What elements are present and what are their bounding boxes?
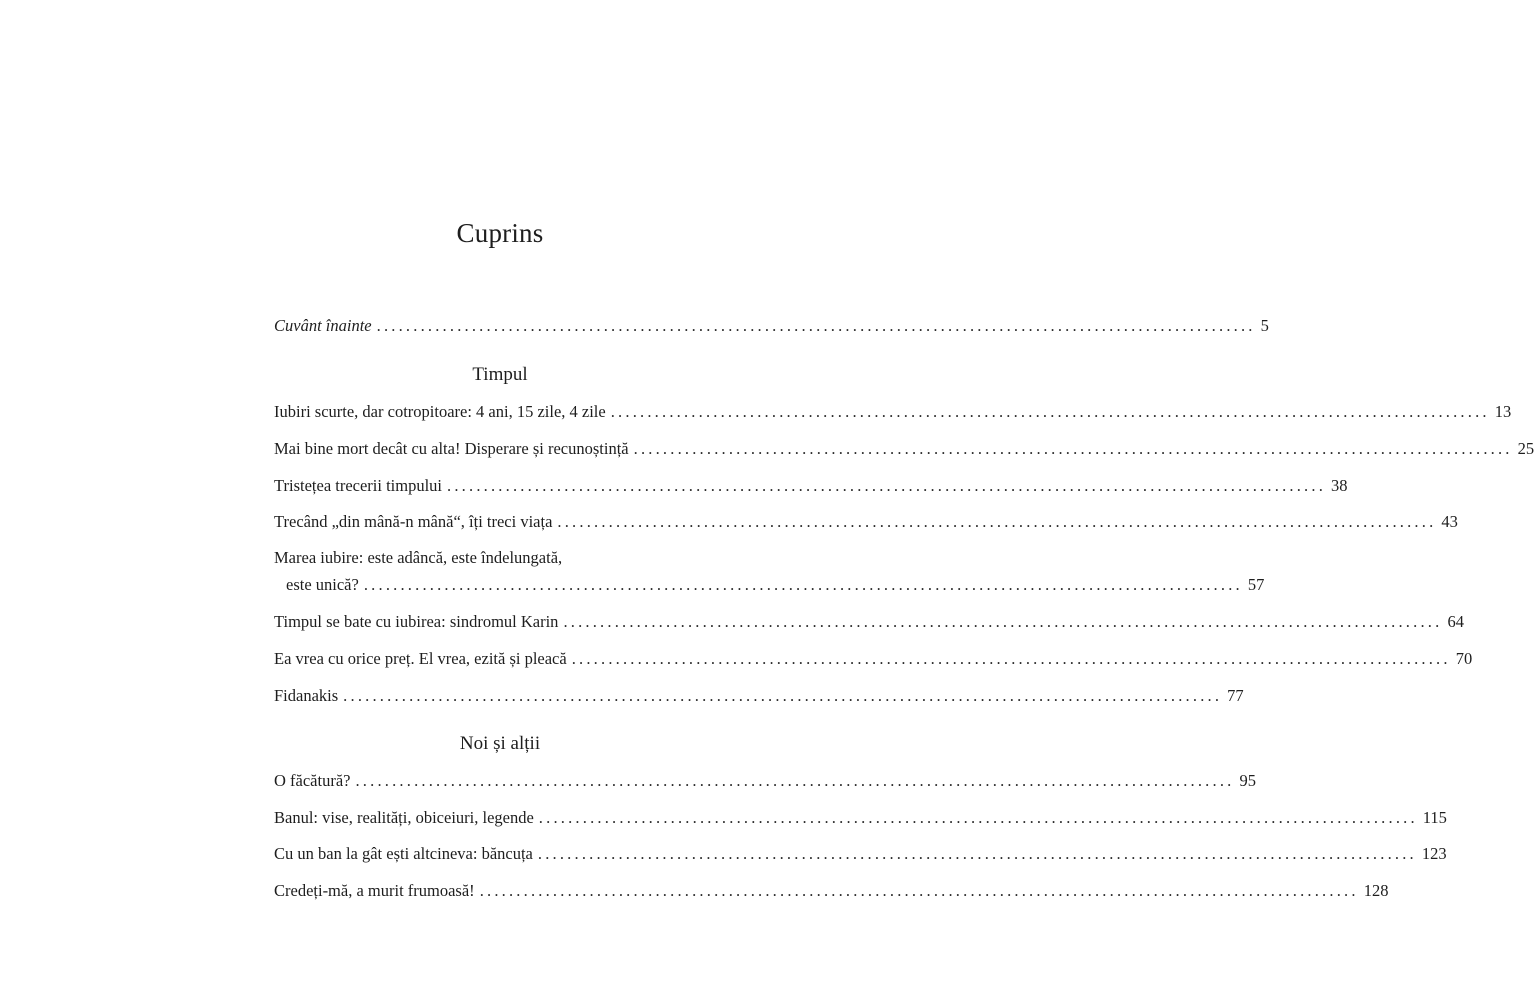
section-title-noi-si-altii: Noi și alții xyxy=(459,733,541,754)
toc-entry[interactable] xyxy=(286,574,1265,596)
dot-leader: ........................................................................................................................ xyxy=(479,881,1359,900)
toc-entry-label-first-line[interactable]: Marea iubire: este adâncă, este îndelungată, xyxy=(274,548,563,567)
toc-entry[interactable] xyxy=(274,880,1389,902)
page-title: Cuprins xyxy=(456,218,544,248)
toc-entry[interactable] xyxy=(274,475,1348,497)
toc-entry-page: 43 xyxy=(1441,512,1458,531)
toc-entry-page: 25 xyxy=(1517,439,1534,458)
toc-entry[interactable] xyxy=(274,807,1447,829)
dot-leader: ........................................................................................................................ xyxy=(563,612,1443,631)
section-title-timpul: Timpul xyxy=(472,364,528,385)
toc-entry[interactable] xyxy=(274,438,1534,460)
toc-entry[interactable] xyxy=(274,511,1458,533)
toc-entry-page: 5 xyxy=(1260,316,1269,335)
dot-leader: ........................................................................................................................ xyxy=(537,844,1417,863)
toc-entry-page: 70 xyxy=(1455,649,1473,668)
toc-entry-label: Credeți-mă, a murit frumoasă! xyxy=(274,881,475,900)
toc-entry-label: Cu un ban la gât ești altcineva: băncuța xyxy=(274,844,533,863)
toc-entry-label: Tristețea trecerii timpului xyxy=(274,476,443,495)
toc-entry-label: Banul: vise, realități, obiceiuri, legende xyxy=(274,808,534,827)
toc-entry[interactable] xyxy=(274,611,1464,633)
dot-leader: ........................................................................................................................ xyxy=(376,316,1256,335)
toc-entry-page: 57 xyxy=(1247,575,1265,594)
dot-leader: ........................................................................................................................ xyxy=(355,771,1235,790)
toc-entry-label: Trecând „din mână-n mână“, îți treci viața xyxy=(274,512,553,531)
dot-leader: ........................................................................................................................ xyxy=(610,402,1490,421)
toc-entry-label: Ea vrea cu orice preț. El vrea, ezită și pleacă xyxy=(274,649,567,668)
dot-leader: ........................................................................................................................ xyxy=(557,512,1437,531)
dot-leader: ........................................................................................................................ xyxy=(447,476,1327,495)
dot-leader: ........................................................................................................................ xyxy=(343,686,1223,705)
dot-leader: ........................................................................................................................ xyxy=(363,575,1243,594)
toc-entry-page: 128 xyxy=(1363,881,1389,900)
toc-entry[interactable] xyxy=(274,770,1256,792)
toc-entry-label: este unică? xyxy=(286,575,359,594)
toc-entry-page: 77 xyxy=(1227,686,1244,705)
toc-entry-foreword[interactable] xyxy=(274,315,1269,337)
toc-entry[interactable] xyxy=(274,685,1244,707)
toc-entry-page: 95 xyxy=(1239,771,1256,790)
dot-leader: ........................................................................................................................ xyxy=(571,649,1451,668)
toc-entry[interactable] xyxy=(274,401,1512,423)
toc-entry-label: O făcătură? xyxy=(274,771,351,790)
toc-entry-page: 64 xyxy=(1447,612,1464,631)
toc-entry-label: Iubiri scurte, dar cotropitoare: 4 ani, 15 zile, 4 zile xyxy=(274,402,606,421)
dot-leader: ........................................................................................................................ xyxy=(633,439,1513,458)
toc-entry-label: Cuvânt înainte xyxy=(274,316,372,335)
toc-entry-page: 123 xyxy=(1421,844,1447,863)
toc-entry-page: 13 xyxy=(1494,402,1512,421)
toc-entry-label: Mai bine mort decât cu alta! Disperare și recunoștință xyxy=(274,439,629,458)
toc-entry[interactable] xyxy=(274,843,1447,865)
toc-entry-label: Timpul se bate cu iubirea: sindromul Karin xyxy=(274,612,559,631)
toc-entry[interactable] xyxy=(274,648,1473,670)
dot-leader: ........................................................................................................................ xyxy=(538,808,1418,827)
toc-entry-label: Fidanakis xyxy=(274,686,339,705)
toc-entry-page: 115 xyxy=(1422,808,1447,827)
toc-entry-page: 38 xyxy=(1331,476,1348,495)
